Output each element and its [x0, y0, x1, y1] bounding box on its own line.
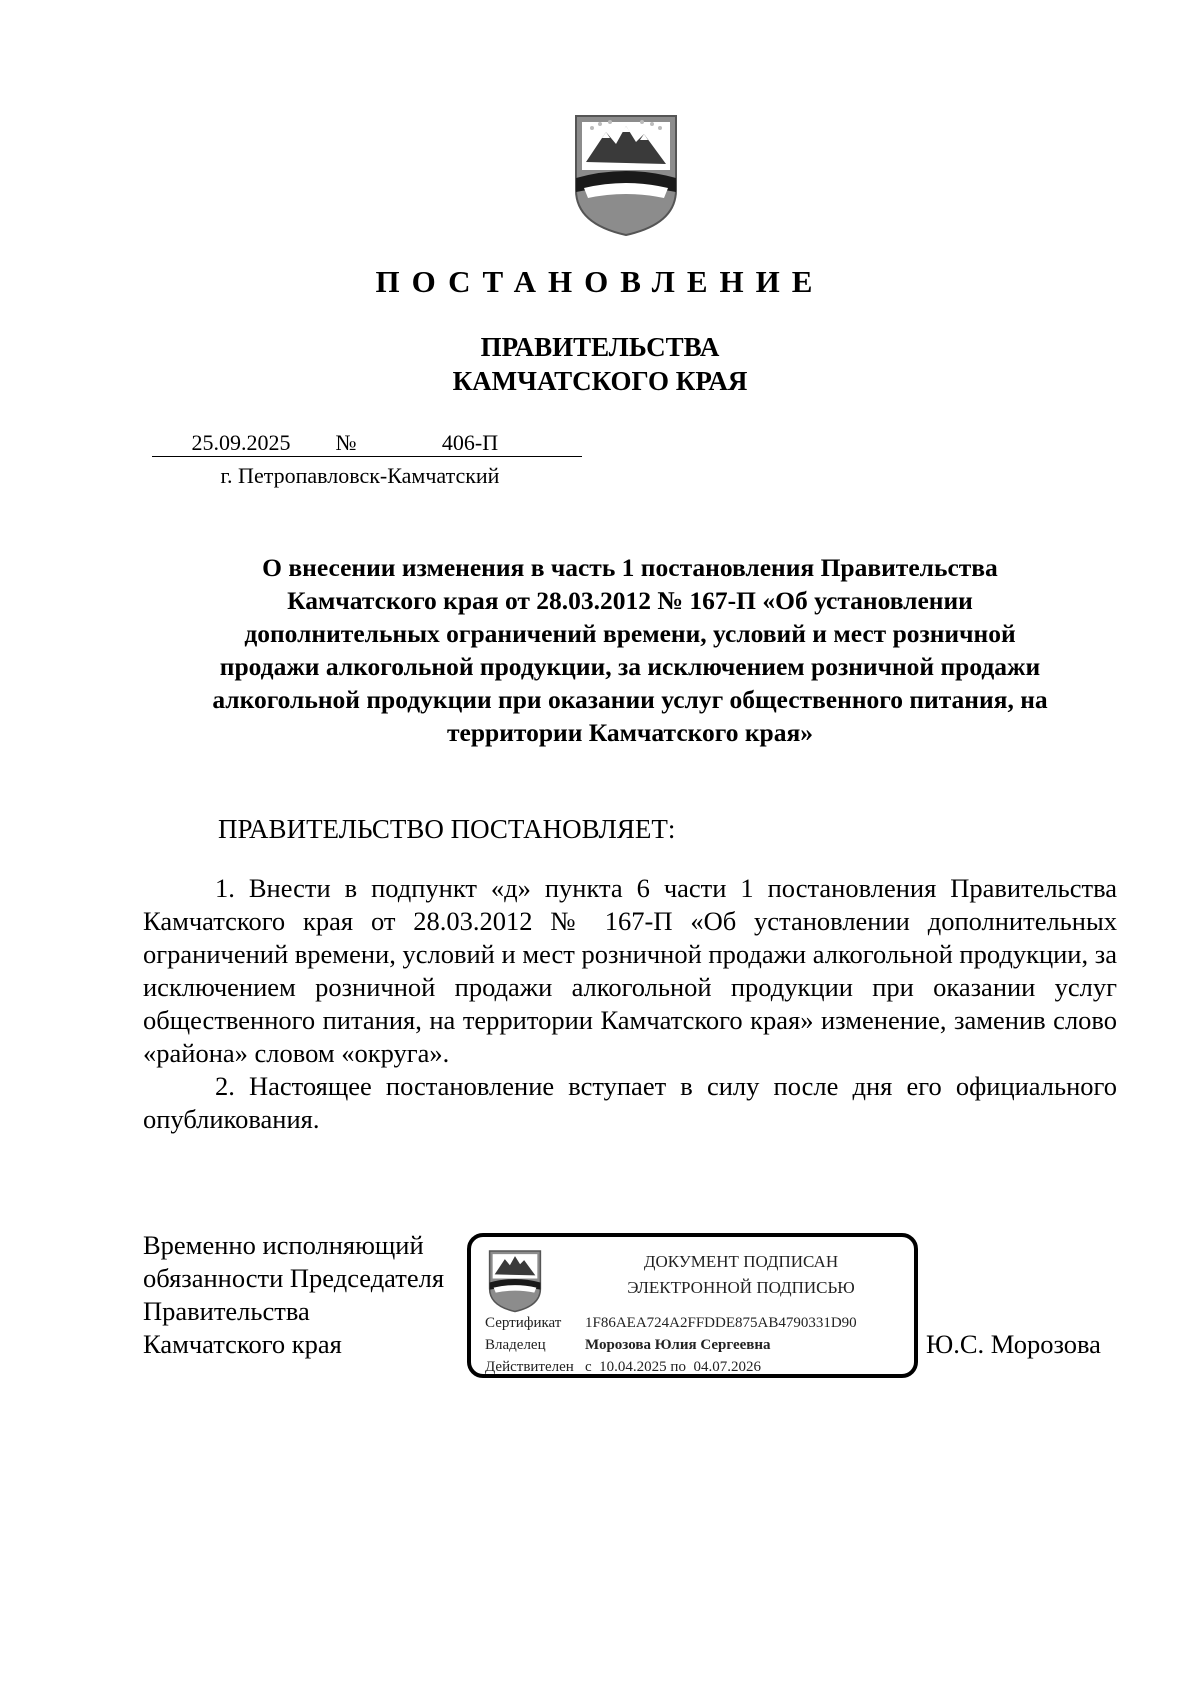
title-line: алкогольной продукции при оказании услуг общественного питания, на — [212, 685, 1048, 714]
title-line: продажи алкогольной продукции, за исключением розничной продажи — [219, 652, 1041, 681]
document-number: 406-П — [358, 430, 582, 457]
document-title — [170, 551, 1090, 749]
title-line: О внесении изменения в часть 1 постановления Правительства — [262, 553, 998, 582]
city: г. Петропавловск-Камчатский — [220, 463, 500, 488]
number-label: № — [330, 430, 362, 457]
validity-label: Действителен — [485, 1359, 574, 1375]
position-line: Камчатского края — [143, 1329, 342, 1359]
title-line: дополнительных ограничений времени, условий и мест розничной — [244, 619, 1016, 648]
coat-of-arms-emblem — [572, 112, 680, 238]
issuer-line-2: КАМЧАТСКОГО КРАЯ — [452, 366, 748, 396]
signatory-name: Ю.С. Морозова — [926, 1329, 1101, 1359]
date-number-row — [152, 430, 582, 460]
signatory-position — [143, 1229, 444, 1361]
stamp-title — [591, 1249, 891, 1301]
issuer-line-1: ПРАВИТЕЛЬСТВА — [480, 332, 720, 362]
valid-to-prefix: по — [670, 1359, 686, 1375]
certificate-label: Сертификат — [485, 1315, 562, 1331]
title-line: Камчатского края от 28.03.2012 № 167-П «Об установлении — [287, 586, 973, 615]
issuer-heading — [0, 330, 1200, 398]
position-line: Временно исполняющий — [143, 1230, 424, 1260]
position-line: Правительства — [143, 1296, 310, 1326]
stamp-title-line-1: ДОКУМЕНТ ПОДПИСАН — [643, 1252, 839, 1271]
certificate-value: 1F86AEA724A2FFDDE875AB4790331D90 — [585, 1315, 857, 1331]
validity-row — [485, 1357, 761, 1377]
owner-row — [485, 1335, 771, 1355]
coat-of-arms-small-icon — [487, 1249, 543, 1313]
paragraph-2: 2. Настоящее постановление вступает в силу после дня его официального опубликования. — [143, 1071, 1117, 1134]
electronic-signature-stamp — [467, 1233, 918, 1378]
owner-label: Владелец — [485, 1337, 546, 1353]
owner-value: Морозова Юлия Сергеевна — [585, 1337, 771, 1353]
paragraph-1: 1. Внести в подпункт «д» пункта 6 части 1 постановления Правительства Камчатского края от 28.03.2012 № 167-П «Об установлении дополнительных ограничений времени, условий и мест розничной продажи алкогольной продукции, за исключением розничной продажи алкогольной продукции при оказании услуг общественного питания, на территории Камчатского края» изменение, заменив слово «района» словом «округа». — [143, 873, 1117, 1068]
document-body — [143, 872, 1117, 1136]
valid-from: 10.04.2025 — [599, 1359, 667, 1375]
position-line: обязанности Председателя — [143, 1263, 445, 1293]
title-line: территории Камчатского края» — [446, 718, 814, 747]
valid-from-prefix: с — [585, 1359, 592, 1375]
certificate-row — [485, 1313, 857, 1333]
valid-to: 04.07.2026 — [693, 1359, 761, 1375]
resolves-heading: ПРАВИТЕЛЬСТВО ПОСТАНОВЛЯЕТ: — [218, 814, 676, 844]
document-date: 25.09.2025 — [152, 430, 330, 457]
document-type-heading: ПОСТАНОВЛЕНИЕ — [375, 264, 825, 299]
stamp-title-line-2: ЭЛЕКТРОННОЙ ПОДПИСЬЮ — [627, 1278, 855, 1297]
